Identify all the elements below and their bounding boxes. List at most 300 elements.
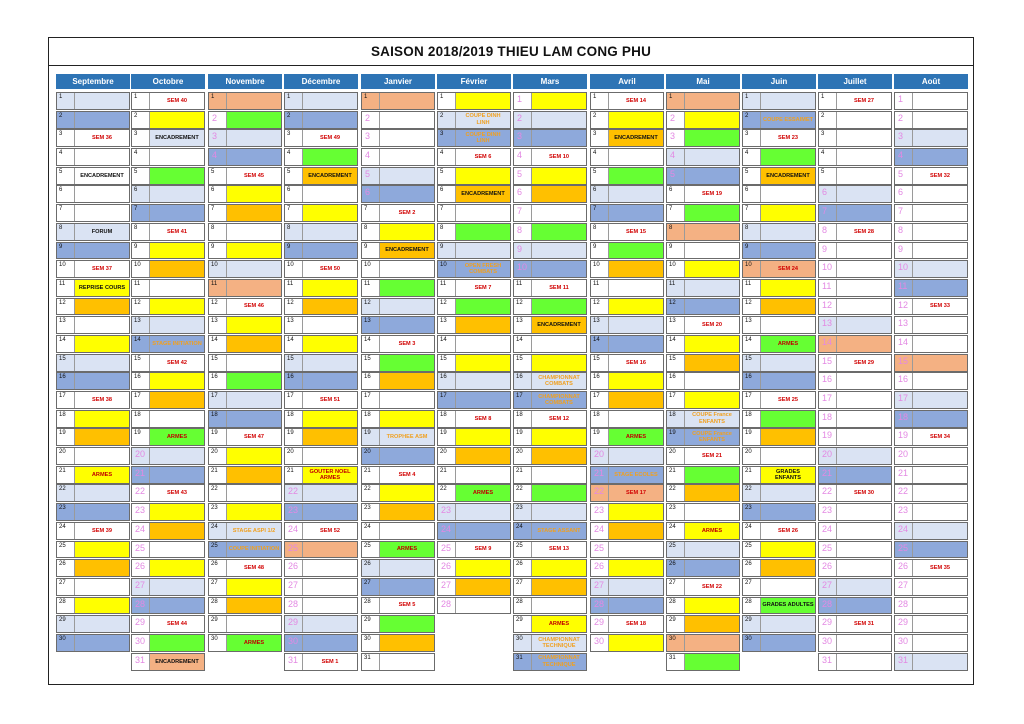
day-note: ENCADREMENT bbox=[614, 135, 658, 142]
day-content bbox=[226, 392, 281, 408]
day-note: STAGE ASSANT bbox=[537, 527, 581, 534]
day-cell bbox=[131, 410, 205, 428]
day-content bbox=[379, 429, 434, 445]
day-number: 23 bbox=[669, 505, 676, 512]
day-cell bbox=[284, 597, 358, 615]
day-content bbox=[226, 616, 281, 632]
day-content bbox=[684, 93, 739, 109]
day-cell bbox=[513, 391, 587, 409]
day-number: 1 bbox=[59, 94, 63, 100]
day-note: ENCADREMENT bbox=[80, 172, 124, 179]
day-cell bbox=[208, 223, 282, 241]
day-cell bbox=[742, 578, 816, 596]
day-content bbox=[455, 112, 510, 128]
day-content bbox=[608, 560, 663, 576]
day-number: 28 bbox=[898, 598, 909, 609]
day-cell bbox=[742, 185, 816, 203]
day-number: 18 bbox=[593, 411, 600, 418]
day-number: 19 bbox=[669, 430, 676, 437]
day-number: 23 bbox=[516, 505, 523, 512]
day-content bbox=[912, 523, 967, 539]
day-cell bbox=[361, 391, 435, 409]
day-number: 16 bbox=[59, 374, 66, 381]
day-cell bbox=[361, 578, 435, 596]
day-cell bbox=[208, 129, 282, 147]
day-content bbox=[760, 336, 815, 352]
day-number: 19 bbox=[822, 430, 833, 441]
day-cell bbox=[361, 260, 435, 278]
day-content bbox=[455, 355, 510, 371]
day-cell bbox=[513, 653, 587, 671]
day-content bbox=[836, 373, 891, 389]
day-content bbox=[608, 542, 663, 558]
day-number: 14 bbox=[898, 336, 909, 347]
day-content bbox=[379, 448, 434, 464]
day-cell bbox=[208, 559, 282, 577]
day-number: 28 bbox=[594, 598, 605, 609]
day-number: 4 bbox=[212, 150, 218, 161]
day-content bbox=[836, 448, 891, 464]
day-number: 4 bbox=[821, 150, 825, 157]
day-content bbox=[608, 355, 663, 371]
day-cell bbox=[131, 391, 205, 409]
day-number: 27 bbox=[59, 579, 66, 586]
day-cell bbox=[361, 298, 435, 316]
day-cell bbox=[818, 522, 892, 540]
day-cell bbox=[590, 167, 664, 185]
day-cell bbox=[666, 167, 740, 185]
day-cell bbox=[742, 204, 816, 222]
day-number: 12 bbox=[287, 299, 294, 306]
day-content bbox=[379, 392, 434, 408]
day-cell bbox=[131, 484, 205, 502]
day-number: 4 bbox=[670, 150, 676, 161]
day-number: 26 bbox=[59, 561, 66, 568]
day-number: 8 bbox=[669, 224, 673, 231]
day-cell bbox=[208, 410, 282, 428]
day-content bbox=[455, 186, 510, 202]
day-number: 8 bbox=[745, 224, 749, 231]
day-number: 8 bbox=[822, 224, 828, 235]
day-number: 5 bbox=[440, 168, 444, 175]
day-number: 22 bbox=[288, 486, 299, 497]
day-cell bbox=[666, 466, 740, 484]
day-cell bbox=[284, 634, 358, 652]
day-number: 23 bbox=[288, 505, 299, 516]
day-number: 30 bbox=[516, 635, 523, 642]
day-content bbox=[608, 93, 663, 109]
day-content bbox=[149, 261, 204, 277]
day-cell bbox=[437, 484, 511, 502]
day-number: 16 bbox=[134, 374, 141, 381]
day-number: 18 bbox=[822, 411, 833, 422]
day-content bbox=[608, 448, 663, 464]
day-content bbox=[684, 149, 739, 165]
day-number: 10 bbox=[822, 262, 833, 273]
day-cell bbox=[208, 167, 282, 185]
day-number: 9 bbox=[745, 243, 749, 250]
day-content bbox=[302, 654, 357, 670]
day-cell bbox=[894, 653, 968, 671]
day-content bbox=[608, 579, 663, 595]
day-cell bbox=[56, 223, 130, 241]
day-number: 16 bbox=[287, 374, 294, 381]
day-content bbox=[302, 523, 357, 539]
day-number: 14 bbox=[287, 336, 294, 343]
day-number: 20 bbox=[364, 449, 371, 456]
day-cell bbox=[56, 447, 130, 465]
day-number: 17 bbox=[898, 393, 909, 403]
day-cell bbox=[590, 541, 664, 559]
day-number: 13 bbox=[516, 318, 523, 325]
day-number: 13 bbox=[898, 318, 909, 329]
day-cell bbox=[894, 522, 968, 540]
day-content bbox=[531, 373, 586, 389]
day-number: 8 bbox=[440, 224, 444, 231]
day-cell bbox=[666, 111, 740, 129]
day-note: CHAMPIONNAT TECHNIQUE bbox=[538, 636, 580, 649]
day-cell bbox=[742, 298, 816, 316]
day-number: 19 bbox=[364, 430, 371, 437]
day-note: SEM 33 bbox=[930, 303, 950, 310]
day-content bbox=[302, 299, 357, 315]
day-number: 30 bbox=[594, 635, 605, 646]
day-note: OPEN FRESH COMBATS bbox=[464, 262, 502, 276]
day-content bbox=[226, 485, 281, 501]
day-note: ENCADREMENT bbox=[537, 322, 581, 329]
day-cell bbox=[131, 148, 205, 166]
day-cell bbox=[590, 111, 664, 129]
day-content bbox=[379, 280, 434, 296]
day-number: 19 bbox=[898, 430, 909, 441]
day-content bbox=[684, 112, 739, 128]
day-cell bbox=[590, 522, 664, 540]
day-cell bbox=[590, 466, 664, 484]
day-number: 19 bbox=[745, 430, 752, 437]
day-content bbox=[226, 467, 281, 483]
day-cell bbox=[818, 615, 892, 633]
day-cell bbox=[894, 316, 968, 334]
day-cell bbox=[131, 597, 205, 615]
day-content bbox=[302, 616, 357, 632]
day-number: 28 bbox=[441, 598, 452, 609]
day-note: SEM 49 bbox=[320, 135, 340, 142]
month-column bbox=[361, 74, 435, 671]
day-cell bbox=[56, 204, 130, 222]
day-cell bbox=[818, 653, 892, 671]
day-cell bbox=[894, 204, 968, 222]
day-number: 6 bbox=[822, 187, 828, 198]
day-cell bbox=[894, 372, 968, 390]
day-content bbox=[455, 149, 510, 165]
day-content bbox=[149, 485, 204, 501]
day-cell bbox=[513, 484, 587, 502]
day-cell bbox=[742, 522, 816, 540]
day-number: 1 bbox=[517, 94, 523, 104]
day-cell bbox=[590, 242, 664, 260]
day-number: 11 bbox=[134, 280, 141, 287]
day-content bbox=[760, 485, 815, 501]
month-header: Juin bbox=[742, 74, 816, 89]
day-cell bbox=[742, 316, 816, 334]
day-number: 9 bbox=[822, 243, 828, 254]
day-number: 2 bbox=[898, 112, 904, 123]
day-note: SEM 45 bbox=[244, 172, 264, 179]
day-content bbox=[684, 280, 739, 296]
day-note: SEM 8 bbox=[474, 415, 492, 422]
day-cell bbox=[894, 185, 968, 203]
day-number: 28 bbox=[211, 598, 218, 605]
day-note: ARMES bbox=[625, 434, 647, 441]
day-note: SEM 39 bbox=[92, 527, 112, 534]
day-content bbox=[531, 205, 586, 221]
day-number: 3 bbox=[898, 131, 904, 142]
day-content bbox=[226, 411, 281, 427]
day-cell bbox=[284, 167, 358, 185]
day-cell bbox=[284, 148, 358, 166]
day-number: 31 bbox=[898, 654, 909, 665]
month-column bbox=[818, 74, 892, 671]
day-cell bbox=[284, 484, 358, 502]
day-content bbox=[226, 635, 281, 651]
day-number: 15 bbox=[59, 355, 66, 362]
day-number: 10 bbox=[287, 262, 294, 269]
day-note: SEM 29 bbox=[854, 359, 874, 366]
day-content bbox=[379, 616, 434, 632]
day-number: 24 bbox=[594, 523, 605, 534]
day-note: SEM 28 bbox=[854, 228, 874, 235]
day-cell bbox=[437, 597, 511, 615]
day-number: 27 bbox=[594, 579, 605, 590]
day-number: 9 bbox=[211, 243, 215, 250]
day-number: 19 bbox=[59, 430, 66, 437]
day-cell bbox=[513, 185, 587, 203]
day-number: 1 bbox=[669, 94, 673, 100]
day-cell bbox=[590, 204, 664, 222]
day-cell bbox=[208, 148, 282, 166]
day-note: SEM 10 bbox=[549, 153, 569, 160]
day-content bbox=[608, 598, 663, 614]
day-cell bbox=[590, 484, 664, 502]
day-content bbox=[149, 280, 204, 296]
day-number: 6 bbox=[134, 187, 138, 194]
day-content bbox=[379, 130, 434, 146]
day-number: 18 bbox=[211, 411, 218, 418]
day-content bbox=[302, 355, 357, 371]
day-note: SEM 40 bbox=[167, 97, 187, 104]
day-content bbox=[531, 130, 586, 146]
day-note: CHAMPIONNAT TECHNIQUE bbox=[538, 655, 580, 668]
day-content bbox=[684, 616, 739, 632]
day-content bbox=[684, 130, 739, 146]
day-cell bbox=[284, 279, 358, 297]
day-cell bbox=[513, 129, 587, 147]
day-number: 19 bbox=[211, 430, 218, 437]
day-content bbox=[379, 598, 434, 614]
day-number: 8 bbox=[593, 224, 597, 231]
day-content bbox=[74, 579, 129, 595]
day-content bbox=[684, 336, 739, 352]
day-note: TROPHEE ASM bbox=[386, 434, 428, 441]
day-note: SEM 30 bbox=[854, 490, 874, 497]
day-number: 17 bbox=[669, 393, 676, 399]
day-cell bbox=[284, 354, 358, 372]
day-content bbox=[302, 261, 357, 277]
day-content bbox=[608, 299, 663, 315]
day-content bbox=[760, 130, 815, 146]
day-content bbox=[379, 373, 434, 389]
day-content bbox=[684, 579, 739, 595]
day-number: 27 bbox=[898, 579, 909, 590]
day-cell bbox=[590, 428, 664, 446]
day-number: 3 bbox=[287, 131, 291, 138]
day-cell bbox=[208, 185, 282, 203]
day-content bbox=[149, 654, 204, 670]
day-content bbox=[74, 373, 129, 389]
day-number: 21 bbox=[745, 467, 752, 474]
day-cell bbox=[361, 204, 435, 222]
day-cell bbox=[437, 559, 511, 577]
day-number: 27 bbox=[364, 579, 371, 586]
day-cell bbox=[894, 111, 968, 129]
day-note: STAGE ASPI 1/2 bbox=[232, 527, 276, 534]
day-cell bbox=[818, 111, 892, 129]
day-content bbox=[379, 523, 434, 539]
day-content bbox=[74, 205, 129, 221]
day-number: 5 bbox=[211, 168, 215, 175]
day-content bbox=[74, 112, 129, 128]
day-content bbox=[74, 243, 129, 259]
day-content bbox=[608, 224, 663, 240]
day-content bbox=[74, 93, 129, 109]
day-number: 28 bbox=[516, 598, 523, 605]
day-cell bbox=[56, 167, 130, 185]
day-content bbox=[379, 243, 434, 259]
day-number: 1 bbox=[898, 94, 904, 104]
day-cell bbox=[361, 447, 435, 465]
month-column bbox=[437, 74, 511, 615]
month-column bbox=[208, 74, 282, 653]
day-cell bbox=[361, 653, 435, 671]
day-cell bbox=[361, 615, 435, 633]
day-content bbox=[912, 485, 967, 501]
day-note: GRADES ADULTES bbox=[762, 602, 814, 609]
day-number: 4 bbox=[365, 150, 371, 161]
day-note: COUPE France ENFANTS bbox=[692, 412, 732, 425]
day-content bbox=[531, 317, 586, 333]
day-number: 9 bbox=[364, 243, 368, 250]
day-cell bbox=[513, 354, 587, 372]
day-number: 13 bbox=[211, 318, 218, 325]
day-note: COUPE INITIATION bbox=[228, 546, 280, 553]
day-cell bbox=[666, 279, 740, 297]
day-cell bbox=[590, 503, 664, 521]
day-content bbox=[455, 467, 510, 483]
day-cell bbox=[437, 260, 511, 278]
day-number: 3 bbox=[821, 131, 825, 138]
day-number: 16 bbox=[898, 374, 909, 385]
day-content bbox=[455, 280, 510, 296]
day-content bbox=[684, 635, 739, 651]
day-number: 25 bbox=[745, 542, 752, 549]
day-note: STAGE INITIATION bbox=[152, 340, 202, 347]
day-content bbox=[531, 467, 586, 483]
day-number: 26 bbox=[211, 561, 218, 568]
day-content bbox=[74, 392, 129, 408]
day-cell bbox=[513, 578, 587, 596]
day-note: SEM 26 bbox=[778, 527, 798, 534]
day-number: 2 bbox=[745, 112, 749, 119]
day-note: SEM 7 bbox=[474, 284, 492, 291]
month-header: Mai bbox=[666, 74, 740, 89]
day-note: SEM 22 bbox=[702, 583, 722, 590]
day-content bbox=[455, 168, 510, 184]
day-content bbox=[912, 112, 967, 128]
month-column bbox=[666, 74, 740, 671]
day-content bbox=[455, 373, 510, 389]
day-number: 15 bbox=[898, 355, 909, 366]
day-number: 17 bbox=[593, 393, 600, 399]
day-content bbox=[912, 504, 967, 520]
day-number: 23 bbox=[59, 505, 66, 512]
day-cell bbox=[56, 391, 130, 409]
day-cell bbox=[742, 148, 816, 166]
day-content bbox=[226, 598, 281, 614]
day-number: 25 bbox=[59, 542, 66, 549]
day-content bbox=[149, 130, 204, 146]
day-number: 11 bbox=[898, 280, 908, 291]
day-content bbox=[684, 523, 739, 539]
day-content bbox=[74, 336, 129, 352]
day-number: 22 bbox=[440, 486, 447, 493]
day-cell bbox=[894, 428, 968, 446]
day-number: 18 bbox=[516, 411, 523, 418]
day-content bbox=[379, 224, 434, 240]
day-note: ARMES bbox=[548, 621, 570, 628]
day-content bbox=[455, 336, 510, 352]
day-number: 18 bbox=[287, 411, 294, 418]
day-content bbox=[455, 299, 510, 315]
day-cell bbox=[742, 335, 816, 353]
day-content bbox=[302, 149, 357, 165]
day-number: 25 bbox=[516, 542, 523, 549]
day-note: SEM 36 bbox=[92, 135, 112, 142]
day-cell bbox=[131, 242, 205, 260]
day-cell bbox=[513, 279, 587, 297]
day-cell bbox=[131, 653, 205, 671]
day-content bbox=[74, 299, 129, 315]
day-cell bbox=[284, 447, 358, 465]
day-content bbox=[836, 392, 891, 408]
day-cell bbox=[513, 597, 587, 615]
day-number: 30 bbox=[898, 635, 909, 646]
day-number: 30 bbox=[822, 635, 833, 646]
day-note: SEM 25 bbox=[778, 396, 798, 403]
day-cell bbox=[284, 129, 358, 147]
day-cell bbox=[284, 428, 358, 446]
day-note: COUPE ESSAIMET bbox=[762, 116, 814, 123]
day-number: 14 bbox=[134, 336, 141, 343]
day-content bbox=[608, 186, 663, 202]
day-cell bbox=[590, 597, 664, 615]
day-number: 13 bbox=[593, 318, 600, 325]
day-content bbox=[912, 355, 967, 371]
day-content bbox=[379, 411, 434, 427]
day-number: 28 bbox=[669, 598, 676, 605]
day-cell bbox=[894, 466, 968, 484]
day-note: ENCADREMENT bbox=[385, 247, 429, 254]
day-cell bbox=[131, 223, 205, 241]
